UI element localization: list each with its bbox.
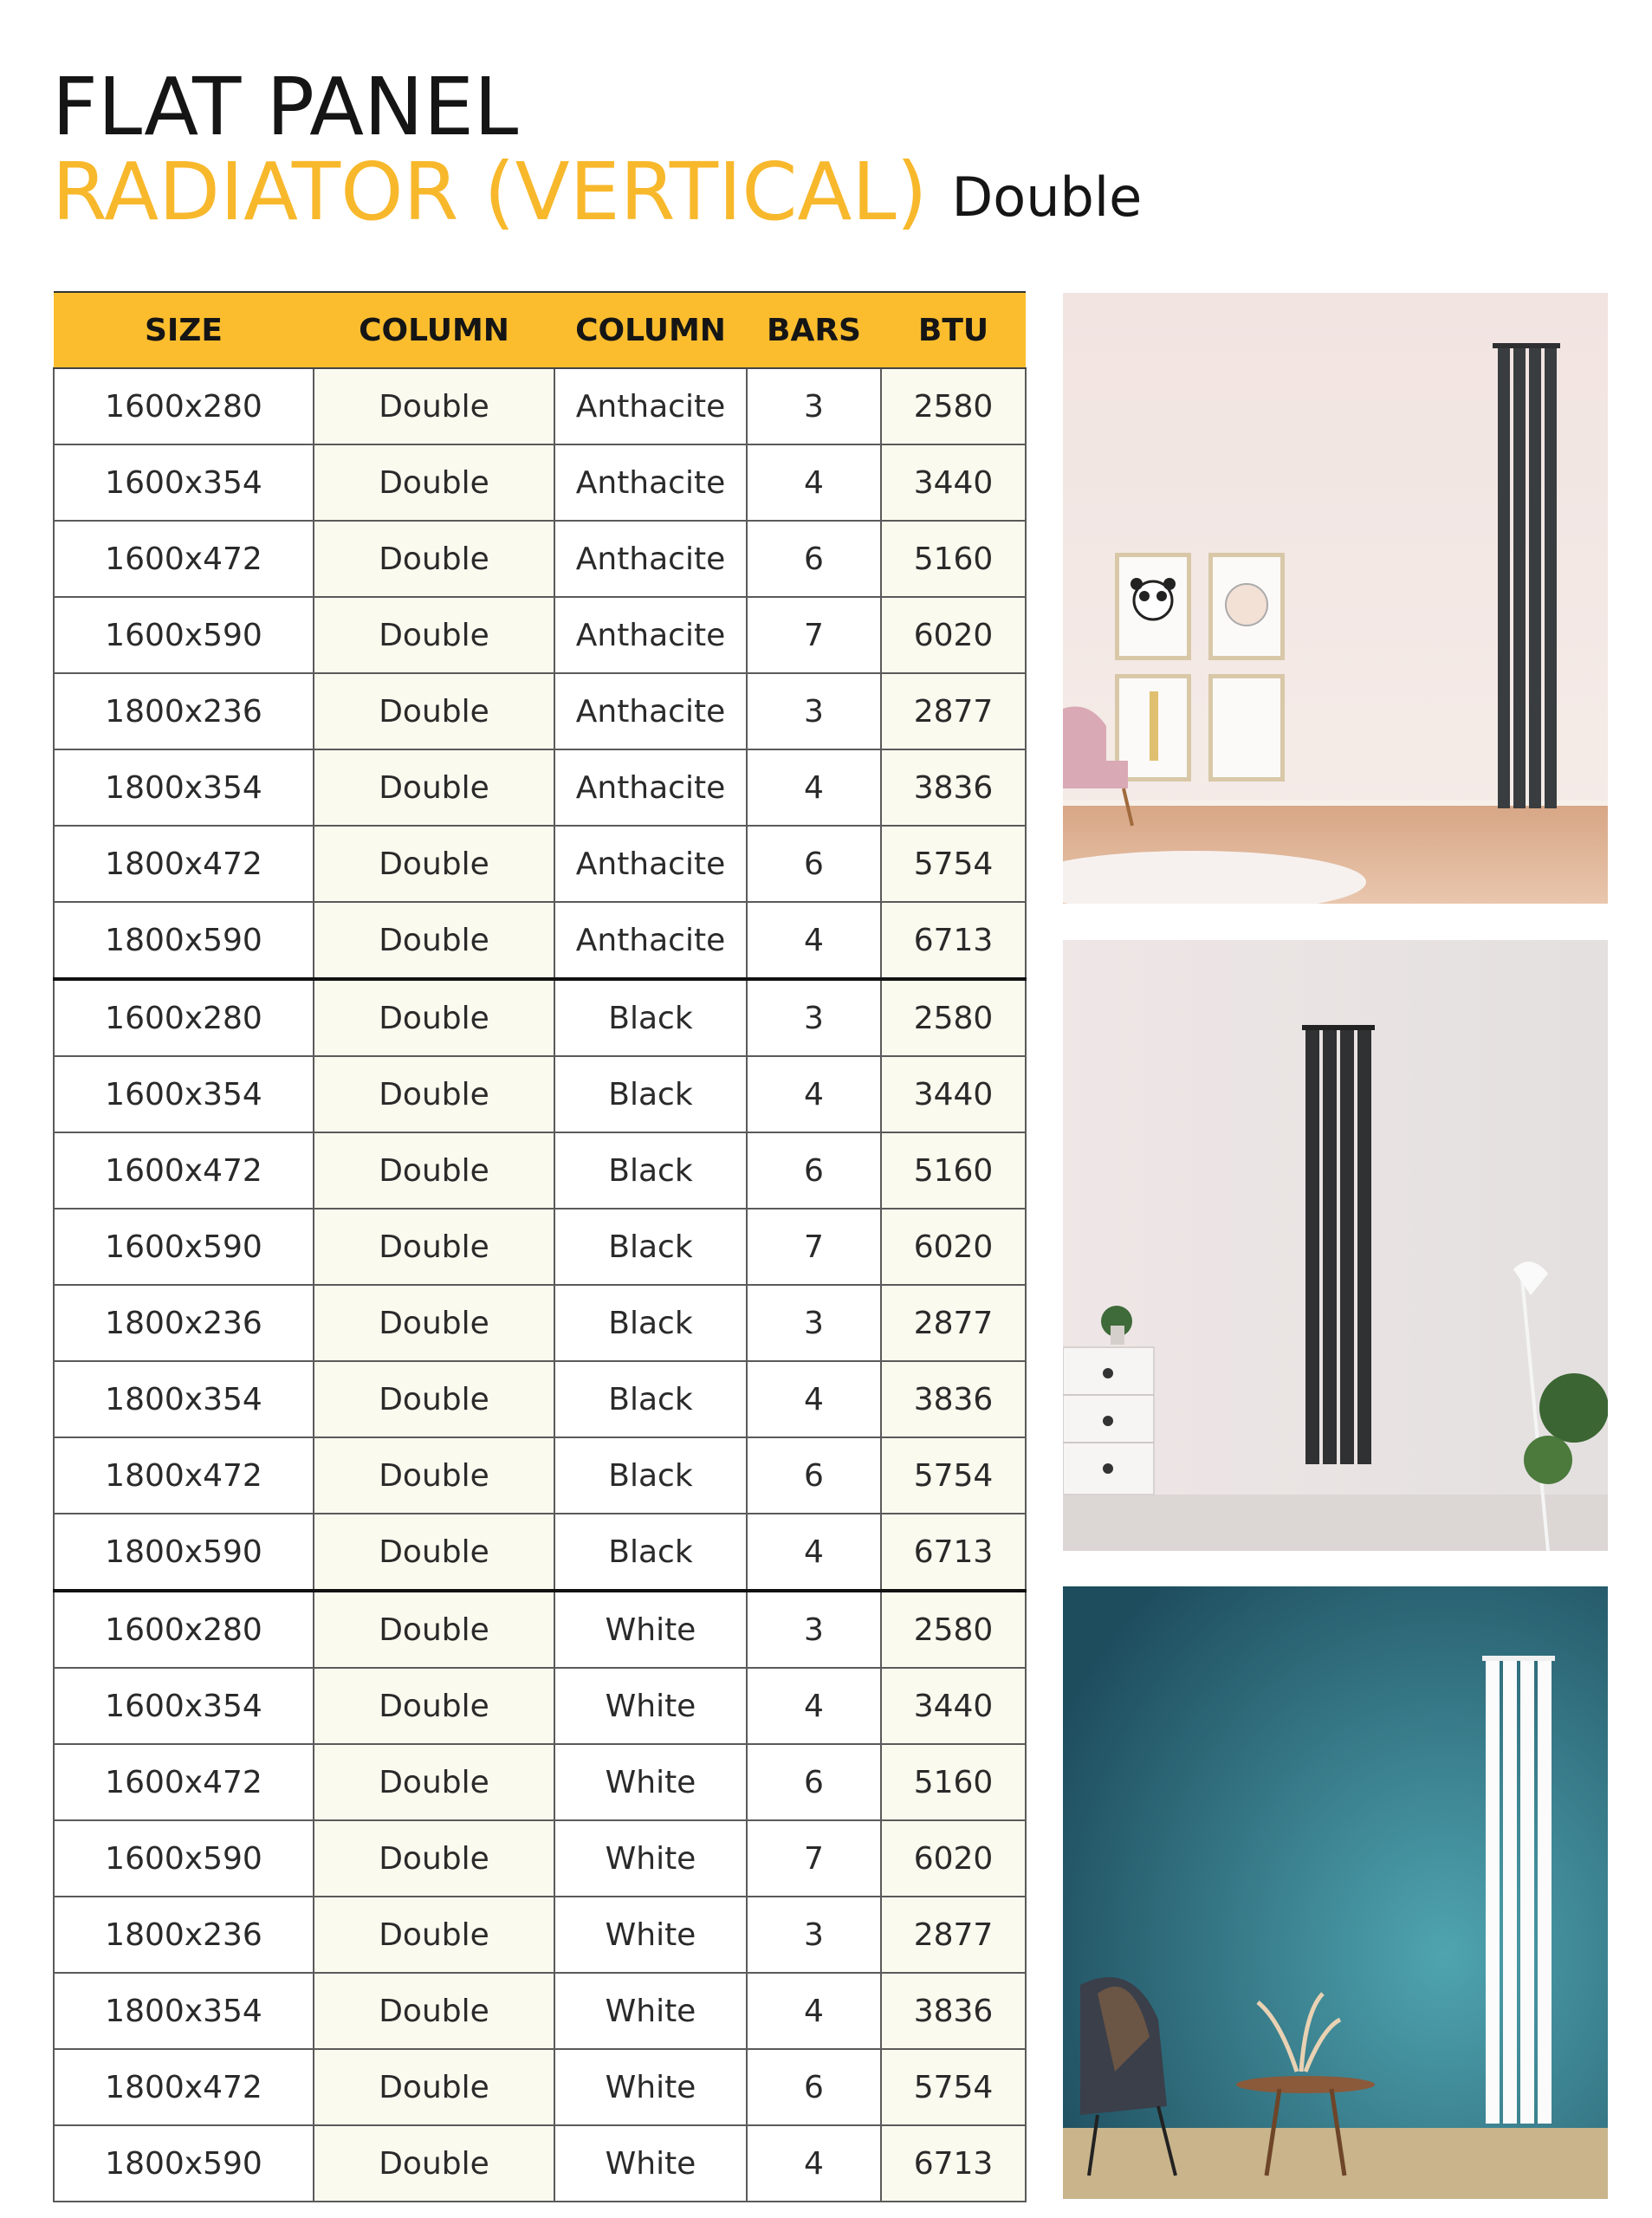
btu-cell: 6713 <box>881 2125 1026 2202</box>
size-cell: 1800x236 <box>54 673 314 749</box>
table-row <box>54 673 1026 749</box>
bars-cell: 3 <box>747 1897 881 1973</box>
column-type-cell: Double <box>314 2049 554 2125</box>
btu-cell: 6713 <box>881 1514 1026 1591</box>
size-cell: 1600x280 <box>54 979 314 1056</box>
header-row <box>54 292 1026 368</box>
title-line-2 <box>52 146 1143 238</box>
table-row <box>54 2125 1026 2202</box>
size-cell: 1800x354 <box>54 749 314 826</box>
size-cell: 1600x354 <box>54 444 314 521</box>
table-row <box>54 1285 1026 1361</box>
column-type-cell: Double <box>314 902 554 979</box>
size-cell: 1800x236 <box>54 1285 314 1361</box>
bars-cell: 3 <box>747 673 881 749</box>
table-row <box>54 1591 1026 1668</box>
size-cell: 1800x590 <box>54 2125 314 2202</box>
table-row <box>54 1437 1026 1514</box>
bars-cell: 4 <box>747 902 881 979</box>
column-colour-cell: Anthacite <box>554 749 747 826</box>
size-cell: 1800x472 <box>54 1437 314 1514</box>
column-colour-cell: White <box>554 1744 747 1820</box>
btu-cell: 2877 <box>881 673 1026 749</box>
column-type-cell: Double <box>314 1744 554 1820</box>
bars-cell: 4 <box>747 1668 881 1744</box>
column-colour-cell: Anthacite <box>554 444 747 521</box>
btu-cell: 2580 <box>881 368 1026 444</box>
bars-cell: 4 <box>747 2125 881 2202</box>
size-cell: 1600x590 <box>54 1209 314 1285</box>
size-cell: 1800x354 <box>54 1973 314 2049</box>
size-cell: 1600x354 <box>54 1056 314 1132</box>
column-colour-cell: White <box>554 2049 747 2125</box>
spec-table-head <box>54 292 1026 368</box>
column-type-cell: Double <box>314 1209 554 1285</box>
title-line-1: FLAT PANEL <box>52 61 519 153</box>
btu-cell: 5160 <box>881 1132 1026 1209</box>
column-type-cell: Double <box>314 597 554 673</box>
column-colour-cell: Black <box>554 1132 747 1209</box>
table-row <box>54 521 1026 597</box>
btu-cell: 3440 <box>881 1056 1026 1132</box>
btu-cell: 2580 <box>881 979 1026 1056</box>
table-row <box>54 902 1026 979</box>
bars-cell: 4 <box>747 1973 881 2049</box>
bars-cell: 6 <box>747 1744 881 1820</box>
column-colour-cell: Anthacite <box>554 368 747 444</box>
column-type-cell: Double <box>314 368 554 444</box>
bars-cell: 6 <box>747 2049 881 2125</box>
btu-cell: 3836 <box>881 749 1026 826</box>
column-colour-cell: Black <box>554 1514 747 1591</box>
btu-cell: 3836 <box>881 1973 1026 2049</box>
table-row <box>54 1668 1026 1744</box>
bars-cell: 7 <box>747 597 881 673</box>
column-type-cell: Double <box>314 979 554 1056</box>
bars-cell: 3 <box>747 1285 881 1361</box>
column-type-cell: Double <box>314 1820 554 1897</box>
btu-cell: 2580 <box>881 1591 1026 1668</box>
bars-cell: 3 <box>747 979 881 1056</box>
column-colour-cell: White <box>554 1897 747 1973</box>
bars-cell: 4 <box>747 1514 881 1591</box>
table-row <box>54 1973 1026 2049</box>
header-column-type: COLUMN <box>314 292 554 368</box>
size-cell: 1600x472 <box>54 1744 314 1820</box>
anthracite-room-image <box>1063 293 1608 904</box>
bars-cell: 4 <box>747 1056 881 1132</box>
table-row <box>54 368 1026 444</box>
column-type-cell: Double <box>314 1361 554 1437</box>
btu-cell: 3440 <box>881 1668 1026 1744</box>
header-size: SIZE <box>54 292 314 368</box>
table-row <box>54 1056 1026 1132</box>
white-room-image <box>1063 1586 1608 2199</box>
header-btu: BTU <box>881 292 1026 368</box>
table-row <box>54 1820 1026 1897</box>
btu-cell: 2877 <box>881 1285 1026 1361</box>
header-column-colour: COLUMN <box>554 292 747 368</box>
photo-black-room <box>1063 940 1608 1551</box>
bars-cell: 6 <box>747 1132 881 1209</box>
column-colour-cell: Black <box>554 1361 747 1437</box>
column-colour-cell: Black <box>554 1285 747 1361</box>
title-subtitle: Double <box>951 165 1143 229</box>
size-cell: 1800x590 <box>54 902 314 979</box>
bars-cell: 6 <box>747 521 881 597</box>
column-colour-cell: White <box>554 1973 747 2049</box>
size-cell: 1600x280 <box>54 1591 314 1668</box>
bars-cell: 3 <box>747 368 881 444</box>
table-row <box>54 749 1026 826</box>
column-colour-cell: Black <box>554 1437 747 1514</box>
btu-cell: 5754 <box>881 2049 1026 2125</box>
btu-cell: 6020 <box>881 597 1026 673</box>
photo-white-room <box>1063 1586 1608 2199</box>
bars-cell: 6 <box>747 1437 881 1514</box>
size-cell: 1600x590 <box>54 1820 314 1897</box>
size-cell: 1800x236 <box>54 1897 314 1973</box>
column-type-cell: Double <box>314 444 554 521</box>
column-type-cell: Double <box>314 1437 554 1514</box>
table-row <box>54 1897 1026 1973</box>
column-colour-cell: Black <box>554 1056 747 1132</box>
column-type-cell: Double <box>314 749 554 826</box>
btu-cell: 6020 <box>881 1820 1026 1897</box>
column-colour-cell: Anthacite <box>554 902 747 979</box>
column-type-cell: Double <box>314 1132 554 1209</box>
table-row <box>54 1744 1026 1820</box>
btu-cell: 5754 <box>881 826 1026 902</box>
column-type-cell: Double <box>314 1514 554 1591</box>
column-type-cell: Double <box>314 1056 554 1132</box>
column-type-cell: Double <box>314 673 554 749</box>
size-cell: 1600x472 <box>54 1132 314 1209</box>
btu-cell: 3440 <box>881 444 1026 521</box>
column-colour-cell: Anthacite <box>554 826 747 902</box>
btu-cell: 6020 <box>881 1209 1026 1285</box>
column-type-cell: Double <box>314 1897 554 1973</box>
table-row <box>54 826 1026 902</box>
column-type-cell: Double <box>314 1668 554 1744</box>
bars-cell: 7 <box>747 1209 881 1285</box>
bars-cell: 7 <box>747 1820 881 1897</box>
btu-cell: 2877 <box>881 1897 1026 1973</box>
btu-cell: 5754 <box>881 1437 1026 1514</box>
table-row <box>54 2049 1026 2125</box>
size-cell: 1600x354 <box>54 1668 314 1744</box>
column-colour-cell: Anthacite <box>554 673 747 749</box>
column-type-cell: Double <box>314 2125 554 2202</box>
header-bars: BARS <box>747 292 881 368</box>
size-cell: 1600x590 <box>54 597 314 673</box>
column-type-cell: Double <box>314 1285 554 1361</box>
column-colour-cell: White <box>554 2125 747 2202</box>
table-row <box>54 597 1026 673</box>
column-type-cell: Double <box>314 826 554 902</box>
column-colour-cell: Anthacite <box>554 521 747 597</box>
table-row <box>54 979 1026 1056</box>
table-row <box>54 1514 1026 1591</box>
title-line-2-text: RADIATOR (VERTICAL) <box>52 146 928 238</box>
column-type-cell: Double <box>314 1591 554 1668</box>
spec-table-body <box>54 368 1026 2202</box>
size-cell: 1600x280 <box>54 368 314 444</box>
column-colour-cell: White <box>554 1820 747 1897</box>
size-cell: 1600x472 <box>54 521 314 597</box>
bars-cell: 6 <box>747 826 881 902</box>
bars-cell: 4 <box>747 1361 881 1437</box>
table-row <box>54 1361 1026 1437</box>
btu-cell: 3836 <box>881 1361 1026 1437</box>
table-row <box>54 1209 1026 1285</box>
column-type-cell: Double <box>314 1973 554 2049</box>
spec-table <box>53 291 1027 2202</box>
table-row <box>54 444 1026 521</box>
photo-anthracite-room <box>1063 293 1608 904</box>
column-type-cell: Double <box>314 521 554 597</box>
column-colour-cell: Black <box>554 979 747 1056</box>
black-room-image <box>1063 940 1608 1551</box>
btu-cell: 6713 <box>881 902 1026 979</box>
btu-cell: 5160 <box>881 1744 1026 1820</box>
column-colour-cell: White <box>554 1591 747 1668</box>
bars-cell: 3 <box>747 1591 881 1668</box>
column-colour-cell: White <box>554 1668 747 1744</box>
size-cell: 1800x472 <box>54 2049 314 2125</box>
size-cell: 1800x472 <box>54 826 314 902</box>
column-colour-cell: Black <box>554 1209 747 1285</box>
size-cell: 1800x590 <box>54 1514 314 1591</box>
bars-cell: 4 <box>747 444 881 521</box>
column-colour-cell: Anthacite <box>554 597 747 673</box>
bars-cell: 4 <box>747 749 881 826</box>
table-row <box>54 1132 1026 1209</box>
btu-cell: 5160 <box>881 521 1026 597</box>
size-cell: 1800x354 <box>54 1361 314 1437</box>
